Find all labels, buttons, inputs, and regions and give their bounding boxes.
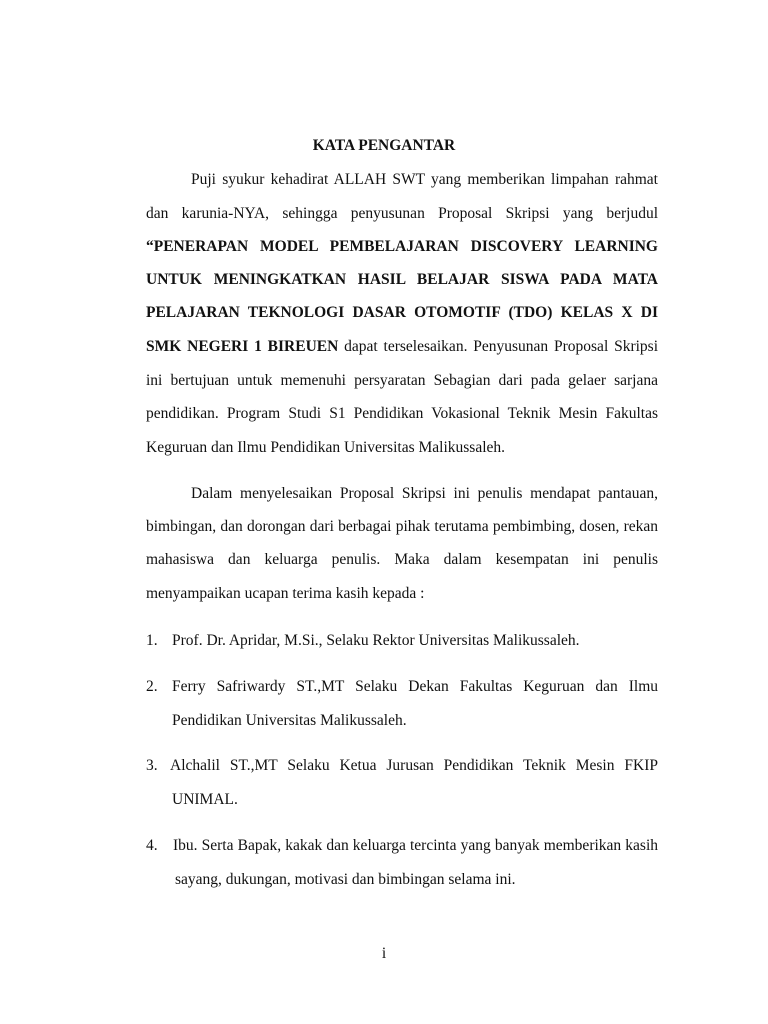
paragraph-1-line-7: ini bertujuan untuk memenuhi persyaratan Sebagian dari pada gelaer sarjana <box>146 372 658 389</box>
paragraph-1-line-8: pendidikan. Program Studi S1 Pendidikan Vokasional Teknik Mesin Fakultas <box>146 405 658 422</box>
list-item-1-line-1: Prof. Dr. Apridar, M.Si., Selaku Rektor Universitas Malikussaleh. <box>172 632 580 649</box>
paragraph-1-line-2: dan karunia-NYA, sehingga penyusunan Proposal Skripsi yang berjudul <box>146 205 658 222</box>
page-number: i <box>381 945 387 962</box>
paragraph-1-line-6 <box>146 337 658 357</box>
thesis-title-end: SMK NEGERI 1 BIREUEN <box>146 338 339 355</box>
list-item-2-line-1: Ferry Safriwardy ST.,MT Selaku Dekan Fakultas Keguruan dan Ilmu <box>172 678 658 695</box>
list-item-1-number: 1. <box>146 632 158 649</box>
list-item-3-number: 3. <box>146 757 158 774</box>
paragraph-2-line-3: mahasiswa dan keluarga penulis. Maka dalam kesempatan ini penulis <box>146 551 658 568</box>
paragraph-2-line-4: menyampaikan ucapan terima kasih kepada : <box>146 585 425 602</box>
paragraph-1-line-3: “PENERAPAN MODEL PEMBELAJARAN DISCOVERY LEARNING <box>146 238 658 255</box>
paragraph-1-line-1: Puji syukur kehadirat ALLAH SWT yang memberikan limpahan rahmat <box>191 171 658 188</box>
paragraph-1-line-6-rest: dapat terselesaikan. Penyusunan Proposal Skripsi <box>338 338 658 355</box>
list-item-4-number: 4. <box>146 837 158 854</box>
paragraph-2-line-2: bimbingan, dan dorongan dari berbagai pihak terutama pembimbing, dosen, rekan <box>146 518 658 535</box>
paragraph-1-line-4: UNTUK MENINGKATKAN HASIL BELAJAR SISWA PADA MATA <box>146 271 658 288</box>
paragraph-1-line-5: PELAJARAN TEKNOLOGI DASAR OTOMOTIF (TDO) KELAS X DI <box>146 304 658 321</box>
list-item-3-line-2: UNIMAL. <box>172 791 238 808</box>
list-item-3-line-1: Alchalil ST.,MT Selaku Ketua Jurusan Pendidikan Teknik Mesin FKIP <box>170 757 658 774</box>
list-item-2-number: 2. <box>146 678 158 695</box>
paragraph-2-line-1: Dalam menyelesaikan Proposal Skripsi ini penulis mendapat pantauan, <box>191 485 658 502</box>
list-item-4-line-2: sayang, dukungan, motivasi dan bimbingan selama ini. <box>175 871 516 888</box>
list-item-2-line-2: Pendidikan Universitas Malikussaleh. <box>172 712 407 729</box>
list-item-4-line-1: Ibu. Serta Bapak, kakak dan keluarga tercinta yang banyak memberikan kasih <box>173 837 658 854</box>
page-title: KATA PENGANTAR <box>312 137 456 154</box>
paragraph-1-line-9: Keguruan dan Ilmu Pendidikan Universitas Malikussaleh. <box>146 439 506 456</box>
